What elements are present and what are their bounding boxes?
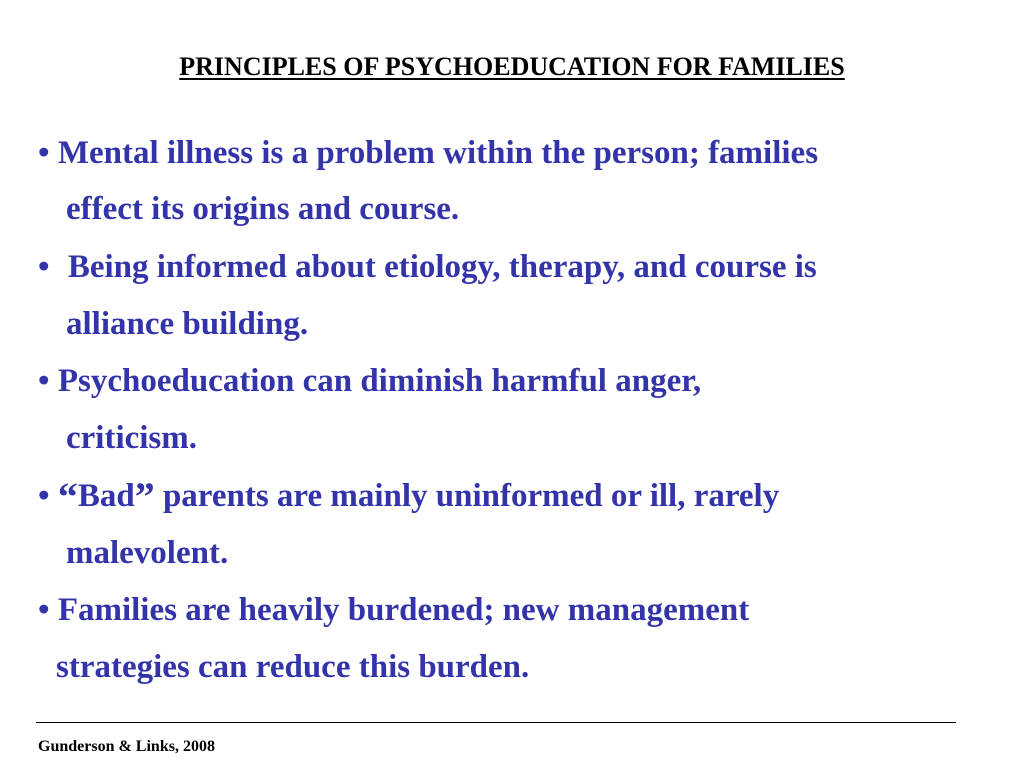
bullet-3-line-2: criticism. [66, 420, 198, 456]
bullet-icon: • [38, 363, 50, 399]
bullet-3-line-1 [38, 361, 701, 401]
bullet-icon: • [38, 478, 50, 514]
bullet-5-text: Families are heavily burdened; new management [57, 592, 750, 628]
bullet-icon: • [38, 249, 50, 285]
footer-citation: Gunderson & Links, 2008 [38, 738, 215, 755]
bullet-2-text: Being informed about etiology, therapy, and course is [67, 249, 817, 285]
bullet-5-line-1 [38, 590, 749, 630]
bullet-1-line-2: effect its origins and course. [66, 191, 460, 227]
bullet-icon: • [38, 135, 50, 171]
bullet-4-line-2: malevolent. [66, 535, 229, 571]
bullet-2-line-2: alliance building. [66, 306, 309, 342]
bullet-5-line-2: strategies can reduce this burden. [56, 649, 530, 685]
close-quote: ” [134, 474, 155, 519]
bullet-4-text: parents are mainly uninformed or ill, rarely [162, 478, 780, 514]
bullet-2-line-1 [38, 247, 817, 287]
slide-title: PRINCIPLES OF PSYCHOEDUCATION FOR FAMILIES [179, 52, 845, 81]
open-quote: “ [57, 474, 78, 519]
bullet-4-line-1 [38, 476, 779, 517]
quoted-word: Bad [77, 478, 135, 514]
bullet-3-text: Psychoeducation can diminish harmful anger, [57, 363, 702, 399]
footer-divider [36, 722, 956, 723]
bullet-icon: • [38, 592, 50, 628]
bullet-1-line-1 [38, 133, 818, 173]
bullet-1-text: Mental illness is a problem within the person; families [57, 135, 819, 171]
